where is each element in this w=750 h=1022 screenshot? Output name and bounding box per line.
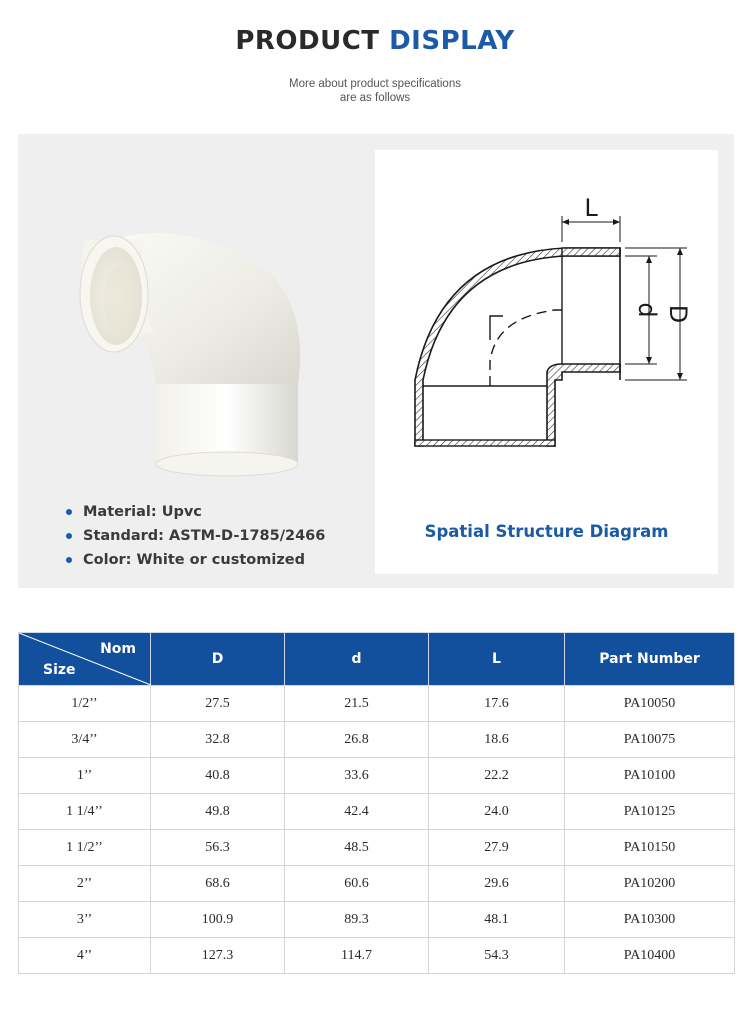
cell-L: 48.1 [429,902,565,938]
table-row [19,938,735,974]
table-row [19,722,735,758]
cell-size: 3/4’’ [19,722,151,758]
page-title [0,26,750,56]
table-row [19,686,735,722]
cell-part-number: PA10125 [565,794,735,830]
cell-part-number: PA10100 [565,758,735,794]
table-row [19,758,735,794]
cell-part-number: PA10075 [565,722,735,758]
table-row [19,866,735,902]
cell-d: 21.5 [285,686,429,722]
bullet-dot-icon [66,533,72,539]
cell-size: 1 1/2’’ [19,830,151,866]
subtitle-line-1: More about product specifications [289,78,461,90]
structure-diagram [375,150,718,574]
dimension-label-D: D [664,304,692,324]
cell-d: 114.7 [285,938,429,974]
cell-size: 4’’ [19,938,151,974]
cell-L: 22.2 [429,758,565,794]
cell-part-number: PA10200 [565,866,735,902]
subtitle-line-2: are as follows [339,92,411,104]
cell-d: 42.4 [285,794,429,830]
bullet-dot-icon [66,509,72,515]
dimension-label-d: d [633,302,661,318]
cell-d: 26.8 [285,722,429,758]
table-row [19,902,735,938]
cell-d: 33.6 [285,758,429,794]
cell-L: 54.3 [429,938,565,974]
cell-part-number: PA10300 [565,902,735,938]
cell-D: 40.8 [151,758,285,794]
cell-D: 49.8 [151,794,285,830]
cell-size: 1’’ [19,758,151,794]
header-nom-size [19,633,151,686]
title-word-product: PRODUCT [235,26,380,56]
cell-D: 56.3 [151,830,285,866]
cell-L: 29.6 [429,866,565,902]
cell-D: 68.6 [151,866,285,902]
bullet-dot-icon [66,557,72,563]
cell-D: 32.8 [151,722,285,758]
cell-d: 89.3 [285,902,429,938]
cell-part-number: PA10400 [565,938,735,974]
header-L: L [429,633,565,686]
diagram-caption: Spatial Structure Diagram [424,522,669,541]
page-subtitle [0,77,750,105]
cell-size: 1/2’’ [19,686,151,722]
cell-d: 48.5 [285,830,429,866]
spec-list [66,500,325,572]
cell-D: 27.5 [151,686,285,722]
cell-part-number: PA10150 [565,830,735,866]
table-row [19,830,735,866]
cell-d: 60.6 [285,866,429,902]
table-body [19,686,735,974]
cell-size: 3’’ [19,902,151,938]
spec-item-material: Material: Upvc [66,500,325,524]
spec-item-standard: Standard: ASTM-D-1785/2466 [66,524,325,548]
cell-L: 27.9 [429,830,565,866]
header-d: d [285,633,429,686]
table-header-row [19,633,735,686]
title-word-display: DISPLAY [389,26,515,56]
header-D: D [151,633,285,686]
product-photo [36,154,354,494]
cell-L: 24.0 [429,794,565,830]
header-size: Size [43,662,76,678]
table-row [19,794,735,830]
cell-size: 2’’ [19,866,151,902]
product-panel [18,134,734,588]
dimension-label-L: L [584,194,598,222]
cell-L: 17.6 [429,686,565,722]
spec-item-color: Color: White or customized [66,548,325,572]
cell-D: 100.9 [151,902,285,938]
header-nom: Nom [100,641,136,657]
cell-part-number: PA10050 [565,686,735,722]
cell-L: 18.6 [429,722,565,758]
spec-table [18,632,735,974]
cell-size: 1 1/4’’ [19,794,151,830]
cell-D: 127.3 [151,938,285,974]
header-part-number: Part Number [565,633,735,686]
structure-diagram-card [375,150,718,574]
